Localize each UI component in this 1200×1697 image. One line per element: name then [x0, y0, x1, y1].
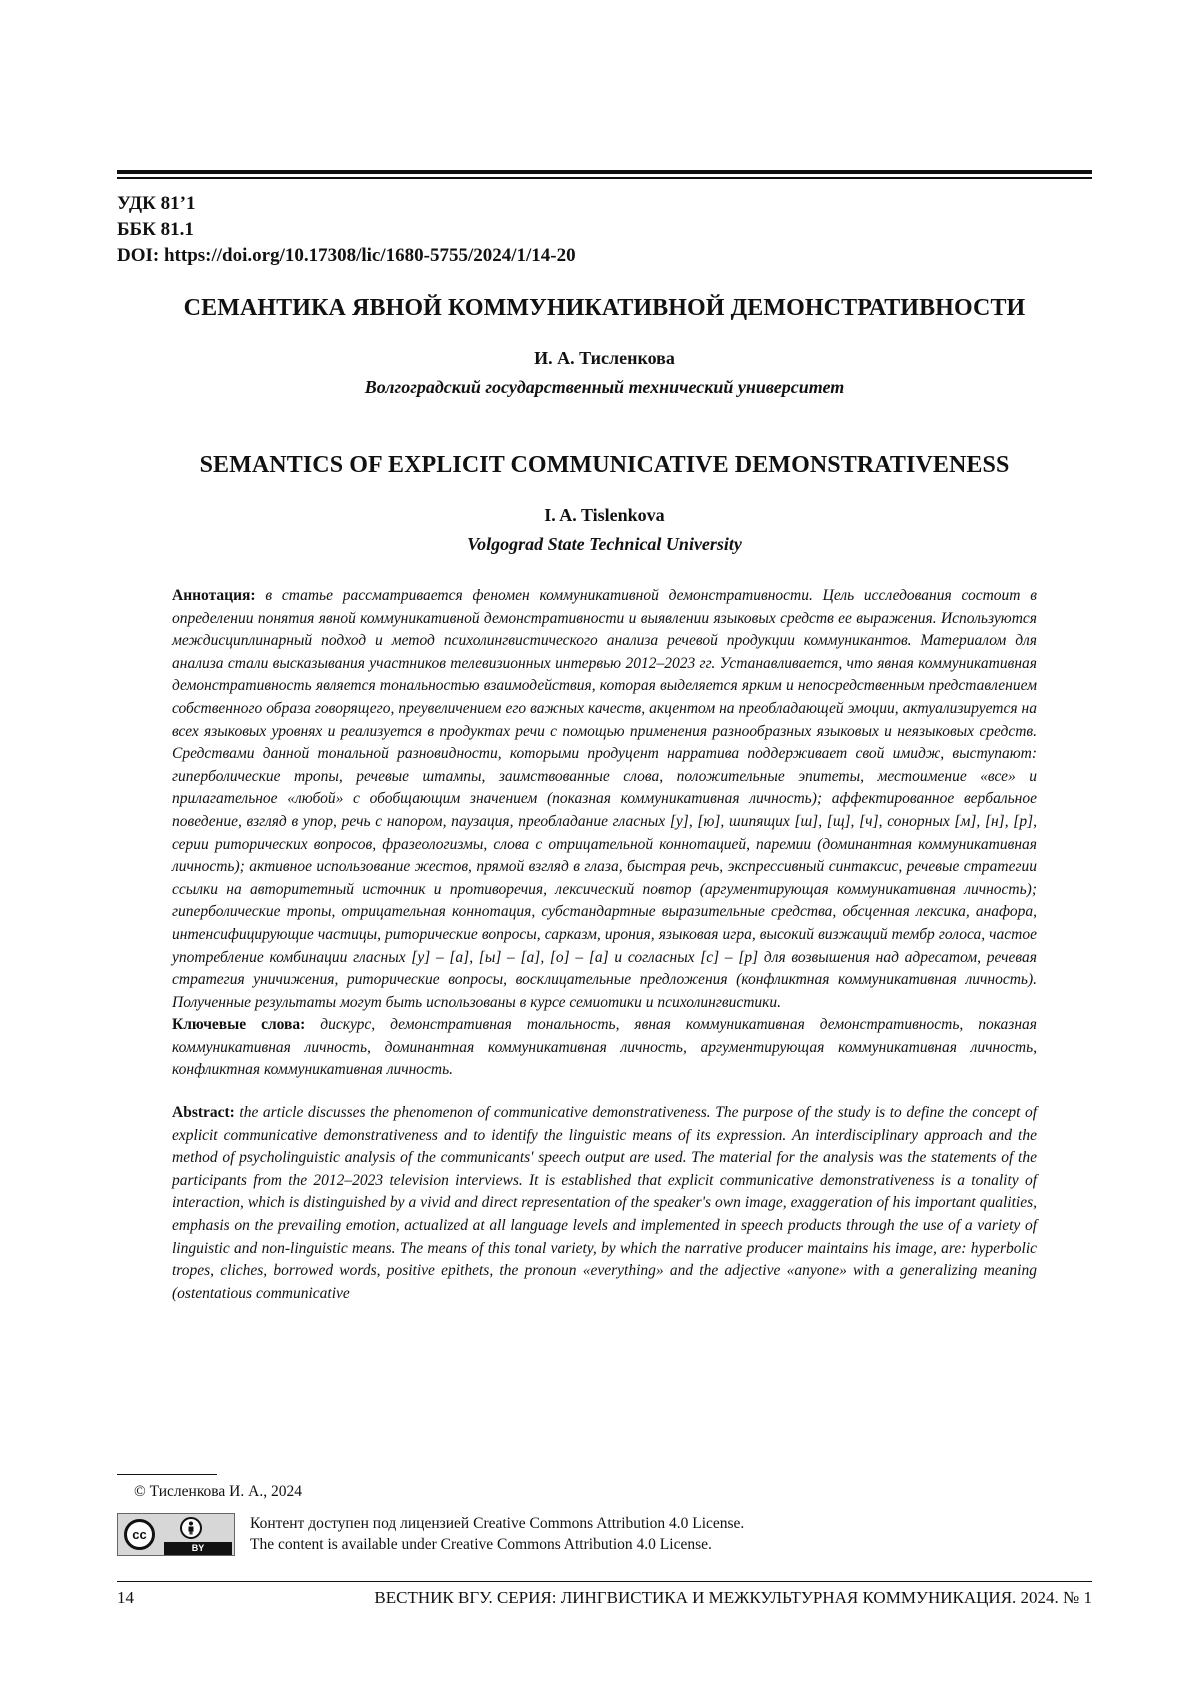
abstract-text: the article discusses the phenomenon of communicative demonstrativeness. The purpose of the study is to define the concept of explicit communicative demonstrativeness and to identify the linguistic means of its expression. An interdisciplinary approach and the method of psycholinguistic analysis of the communicants' speech output are used. The material for the analysis was the statements of the participants from the 2012–2023 television interviews. It is established that explicit communicative demonstrativeness is a tonality of interaction, which is distinguished by a vivid and direct representation of the speaker's own image, exaggeration of his important qualities, emphasis on the prevailing emotion, actualized at all language levels and implemented in speech products through the use of a variety of linguistic and non-linguistic means. The means of this tonal variety, by which the narrative producer maintains his image, are: hyperbolic tropes, cliches, borrowed words, positive epithets, the pronoun «everything» and the adjective «anyone» with a generalizing meaning (ostentatious communicative [172, 1104, 1037, 1302]
footer-rule [117, 1581, 1092, 1582]
affiliation-ru: Волгоградский государственный технический университет [117, 377, 1092, 398]
keywords-ru [172, 1014, 1037, 1082]
title-en: SEMANTICS OF EXPLICIT COMMUNICATIVE DEMONSTRATIVENESS [117, 452, 1092, 479]
person-icon [185, 1521, 197, 1535]
annotation-ru [172, 585, 1037, 1014]
article-page [117, 170, 1092, 1305]
author-ru: И. А. Тисленкова [117, 348, 1092, 369]
annotation-label: Аннотация: [172, 587, 256, 604]
affiliation-en: Volgograd State Technical University [117, 534, 1092, 555]
page-number: 14 [117, 1588, 134, 1608]
journal-running-title: ВЕСТНИК ВГУ. СЕРИЯ: ЛИНГВИСТИКА И МЕЖКУЛЬТУРНАЯ КОММУНИКАЦИЯ. 2024. № 1 [374, 1588, 1092, 1608]
license-ru: Контент доступен под лицензией Creative Commons Attribution 4.0 License. [250, 1513, 744, 1534]
abstract-label: Abstract: [172, 1104, 235, 1121]
doi-link[interactable]: DOI: https://doi.org/10.17308/lic/1680-5755/2024/1/14-20 [117, 243, 1092, 269]
bbk-code: ББК 81.1 [117, 217, 1092, 243]
by-label: BY [164, 1542, 232, 1555]
license-text [250, 1513, 744, 1555]
annotation-text: в статье рассматривается феномен коммуникативной демонстративности. Цель исследования состоит в определении понятия явной коммуникативной демонстративности и выявлении языковых средств ее выражения. Используются междисциплинарный подход и метод психолингвистического анализа речевой продукции коммуникантов. Материалом для анализа стали высказывания участников телевизионных интервью 2012–2023 гг. Устанавливается, что явная коммуникативная демонстративность является тональностью взаимодействия, которая выделяется ярким и непосредственным представлением собственного образа говорящего, преувеличением его важных качеств, акцентом на преобладающей эмоции, актуализируется на всех языковых уровнях и реализуется в продуктах речи с помощью применения разнообразных языковых и неязыковых средств. Средствами данной тональной разновидности, которыми продуцент нарратива поддерживает свой имидж, выступают: гиперболические тропы, речевые штампы, заимствованные слова, положительные эпитеты, местоимение «все» и прилагательное «любой» с обобщающим значением (показная коммуникативная личность); аффектированное вербальное поведение, взгляд в упор, речь с напором, паузация, преобладание гласных [у], [ю], шипящих [ш], [щ], [ч], сонорных [м], [н], [р], серии риторических вопросов, фразеологизмы, слова с отрицательной коннотацией, паремии (доминантная коммуникативная личность); активное использование жестов, прямой взгляд в глаза, быстрая речь, экспрессивный синтаксис, речевые стратегии ссылки на авторитетный источник и противоречия, лексический повтор (аргументирующая коммуникативная личность); гиперболические тропы, отрицательная коннотация, субстандартные выразительные средства, обсценная лексика, анафора, интенсифицирующие частицы, риторические вопросы, сарказм, ирония, языковая игра, высокий визжащий тембр голоса, частое употребление комбинации гласных [у] – [а], [ы] – [а], [о] – [а] и согласных [с] – [р] для возвышения над адресатом, речевая стратегия уничижения, риторические вопросы, восклицательные предложения (конфликтная коммуникативная личность). Полученные результаты могут быть использованы в курсе семиотики и психолингвистики. [172, 587, 1037, 1011]
header-rule-thin [117, 177, 1092, 179]
attribution-person-icon [180, 1517, 202, 1539]
copyright-note: © Тисленкова И. А., 2024 [134, 1483, 302, 1501]
keywords-label: Ключевые слова: [172, 1016, 305, 1033]
author-en: I. A. Tislenkova [117, 505, 1092, 526]
footnote-rule [117, 1474, 217, 1475]
abstract-en [172, 1102, 1037, 1305]
creative-commons-icon: cc [124, 1519, 155, 1550]
license-en: The content is available under Creative Commons Attribution 4.0 License. [250, 1534, 744, 1555]
keywords-text: дискурс, демонстративная тональность, явная коммуникативная демонстративность, показная коммуникативная личность, доминантная коммуникативная личность, аргументирующая коммуникативная личность, конфликтная коммуникативная личность. [172, 1016, 1037, 1078]
title-ru: СЕМАНТИКА ЯВНОЙ КОММУНИКАТИВНОЙ ДЕМОНСТРАТИВНОСТИ [117, 295, 1092, 322]
udk-code: УДК 81’1 [117, 191, 1092, 217]
cc-by-license-badge[interactable] [117, 1513, 235, 1556]
article-metadata [117, 191, 1092, 269]
